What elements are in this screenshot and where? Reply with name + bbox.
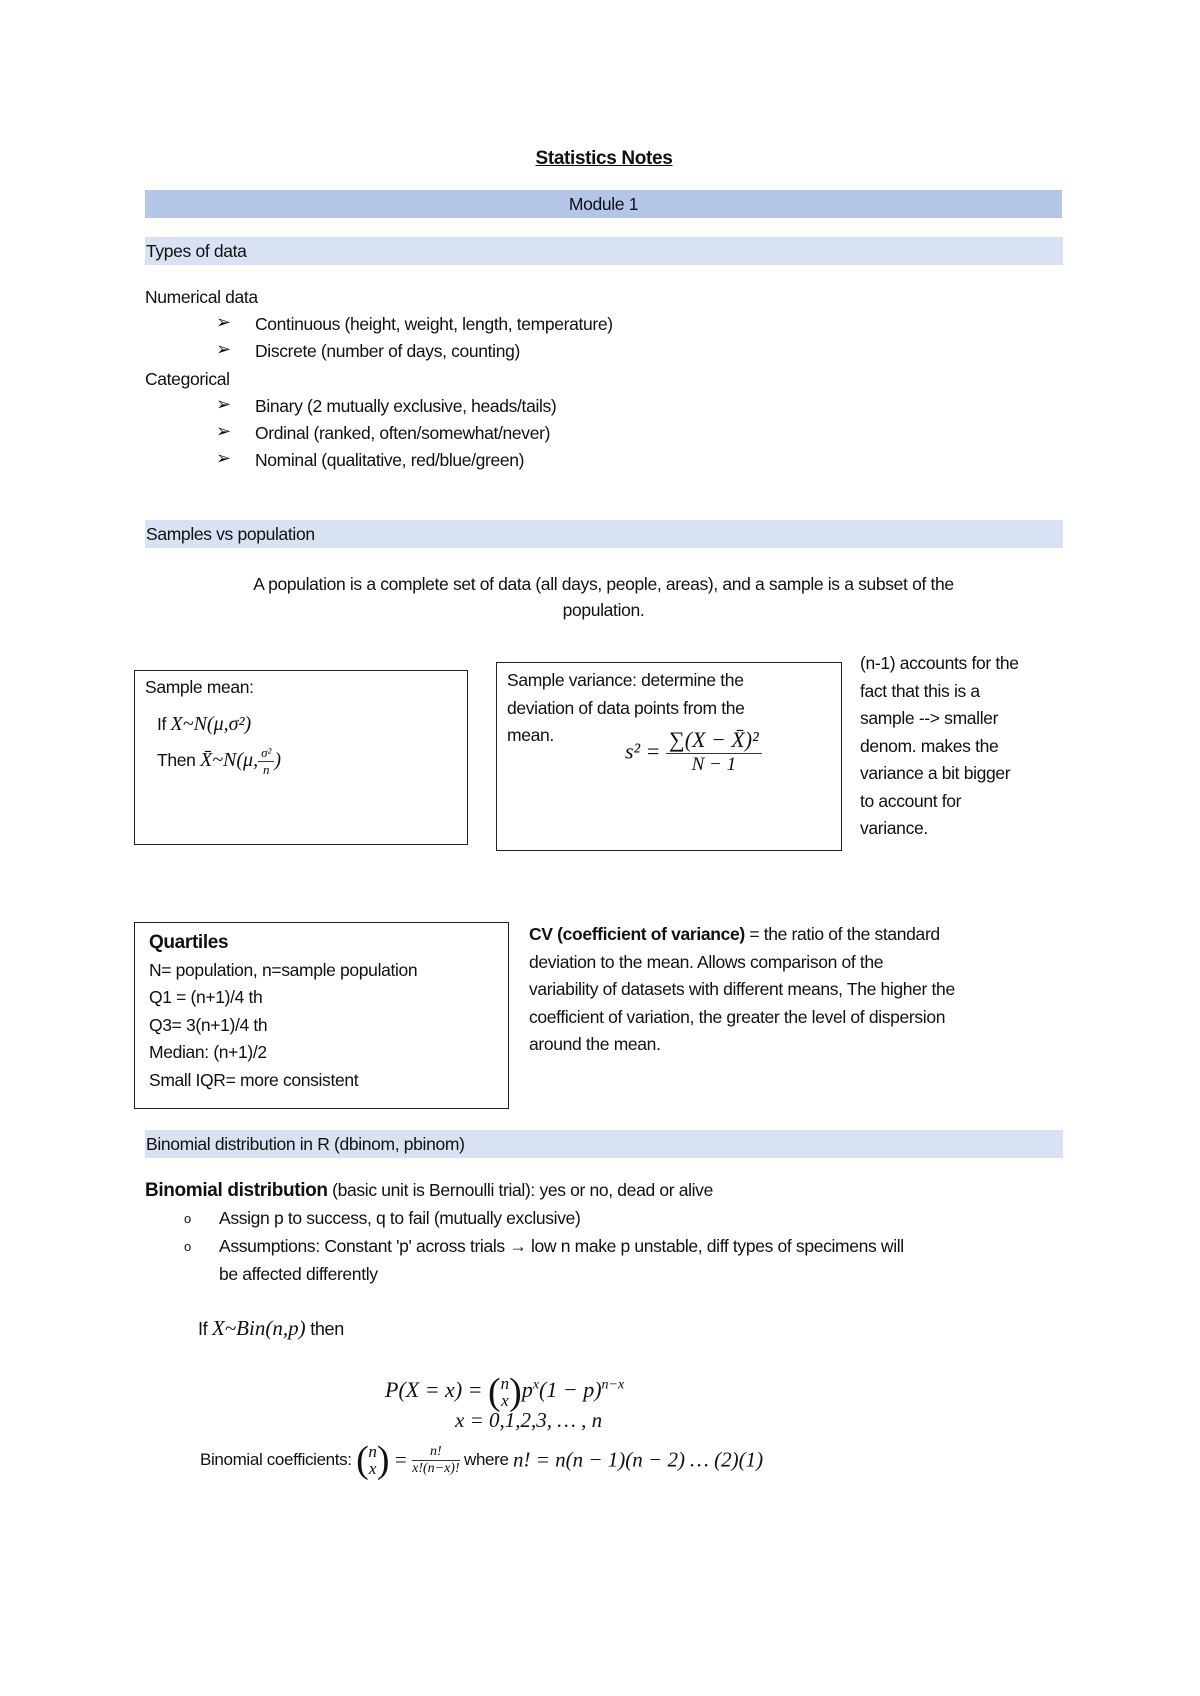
list-item-continuation: be affected differently [219,1264,378,1284]
binomial-if-line: If X~Bin(n,p) then [198,1316,344,1340]
right-arrow-icon: → [509,1236,527,1256]
arrowhead-bullet-icon: ➢ [216,312,231,332]
numerical-heading: Numerical data [145,287,258,307]
quartiles-box: Quartiles N= population, n=sample population Q1 = (n+1)/4 th Q3= 3(n+1)/4 th Median: (n+1)/2 Small IQR= more consistent [134,922,509,1109]
categorical-heading: Categorical [145,369,230,389]
binomial-support: x = 0,1,2,3, … , n [455,1408,603,1432]
section-header-types: Types of data [145,237,1063,265]
arrowhead-bullet-icon: ➢ [216,421,231,441]
list-item: o Assumptions: Constant 'p' across trials → low n make p unstable, diff types of specimens will [184,1236,904,1256]
circle-bullet-icon: o [184,1239,191,1254]
page-title: Statistics Notes [535,148,673,169]
sample-mean-box [134,670,468,845]
cv-definition: CV (coefficient of variance) = the ratio of the standard deviation to the mean. Allows comparison of the variability of datasets with different means, The higher the coefficient of variation, the greater the level of dispersion around the mean. [529,924,955,1054]
binomial-pmf: P(X = x) = ( n x )$p^x(1 - p)^{n-x}$ [385,1371,625,1413]
sample-mean-label: Sample mean: [145,677,254,697]
sample-variance-box [496,662,842,851]
sample-mean-formula-2: Then X̄~N(μ, $\frac{\text{σ²}}{n}$ ) [157,745,282,777]
list-item: o Assign p to success, q to fail (mutually exclusive) [184,1208,581,1228]
module-header: Module 1 [145,190,1062,218]
population-definition: A population is a complete set of data (all days, people, areas), and a sample is a subset of the population. [253,574,954,620]
circle-bullet-icon: o [184,1211,191,1226]
binomial-definition: Binomial distribution (basic unit is Bernoulli trial): yes or no, dead or alive [145,1180,713,1201]
n-minus-1-note: (n-1) accounts for the fact that this is a sample --> smaller denom. makes the variance a bit bigger to account for variance. [860,653,1019,838]
sample-mean-formula-1: If X~N(μ,σ²) [157,713,252,735]
arrowhead-bullet-icon: ➢ [216,448,231,468]
arrowhead-bullet-icon: ➢ [216,394,231,414]
sample-variance-formula: s² = $\frac{\text{∑(X − X̄)²}}{N - 1}$ [625,727,762,776]
section-header-samples: Samples vs population [145,520,1063,548]
binomial-coefficients: Binomial coefficients: ( n x ) = $\frac{n!}{x!(n-x)!}$ where n! = n(n − 1)(n − 2) … (2)(1) [200,1439,764,1481]
quartiles-heading: Quartiles [149,932,229,953]
arrowhead-bullet-icon: ➢ [216,339,231,359]
section-header-binomial: Binomial distribution in R (dbinom, pbinom) [145,1130,1063,1158]
sample-variance-description: Sample variance: determine the deviation of data points from the mean. [507,670,745,745]
